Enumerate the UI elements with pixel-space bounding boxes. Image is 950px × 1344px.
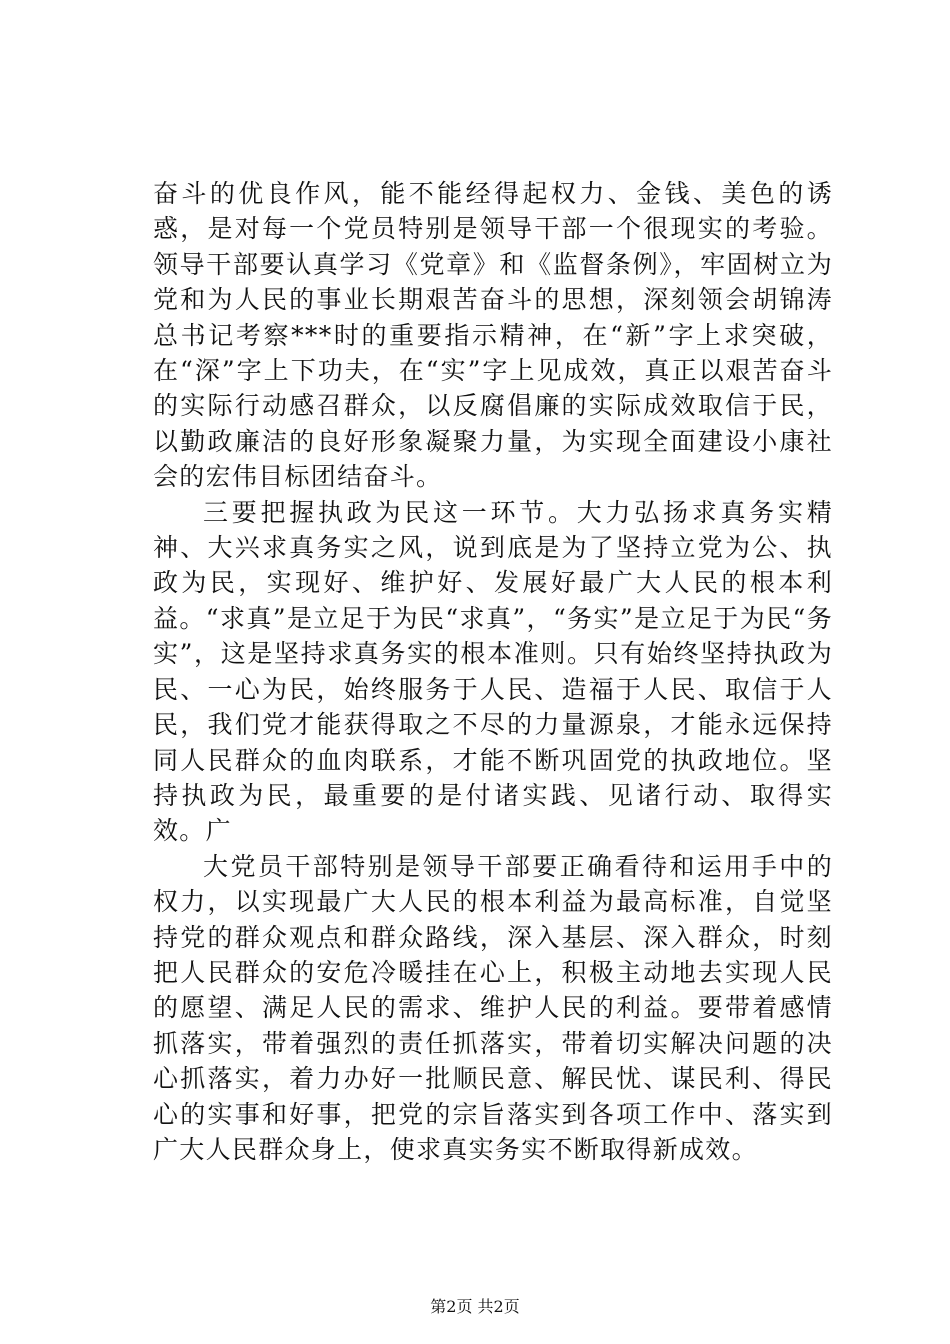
paragraph-3: 大党员干部特别是领导干部要正确看待和运用手中的权力，以实现最广大人民的根本利益为最高标准，自觉坚持党的群众观点和群众路线，深入基层、深入群众，时刻把人民群众的安危冷暖挂在心上，积极主动地去实现人民的愿望、满足人民的需求、维护人民的利益。要带着感情抓落实，带着强烈的责任抓落实，带着切实解决问题的决心抓落实，着力办好一批顺民意、解民忧、谋民利、得民心的实事和好事，把党的宗旨落实到各项工作中、落实到广大人民群众身上，使求真实务实不断取得新成效。 bbox=[153, 851, 833, 1164]
document-body bbox=[153, 176, 833, 1167]
paragraph-1: 奋斗的优良作风，能不能经得起权力、金钱、美色的诱惑，是对每一个党员特别是领导干部一个很现实的考验。领导干部要认真学习《党章》和《监督条例》，牢固树立为党和为人民的事业长期艰苦奋斗的思想，深刻领会胡锦涛总书记考察***时的重要指示精神，在“新”字上求突破，在“深”字上下功夫，在“实”字上见成效，真正以艰苦奋斗的实际行动感召群众，以反腐倡廉的实际成效取信于民，以勤政廉洁的良好形象凝聚力量，为实现全面建设小康社会的宏伟目标团结奋斗。 bbox=[153, 179, 833, 492]
paragraph-2: 三要把握执政为民这一环节。大力弘扬求真务实精神、大兴求真务实之风，说到底是为了坚持立党为公、执政为民，实现好、维护好、发展好最广大人民的根本利益。“求真”是立足于为民“求真”，“务实”是立足于为民“务实”，这是坚持求真务实的根本准则。只有始终坚持执政为民、一心为民，始终服务于人民、造福于人民、取信于人民，我们党才能获得取之不尽的力量源泉，才能永远保持同人民群众的血肉联系，才能不断巩固党的执政地位。坚持执政为民，最重要的是付诸实践、见诸行动、取得实效。广 bbox=[153, 497, 833, 846]
page-number: 第2页 共2页 bbox=[430, 1297, 520, 1316]
page-footer bbox=[0, 1297, 950, 1317]
